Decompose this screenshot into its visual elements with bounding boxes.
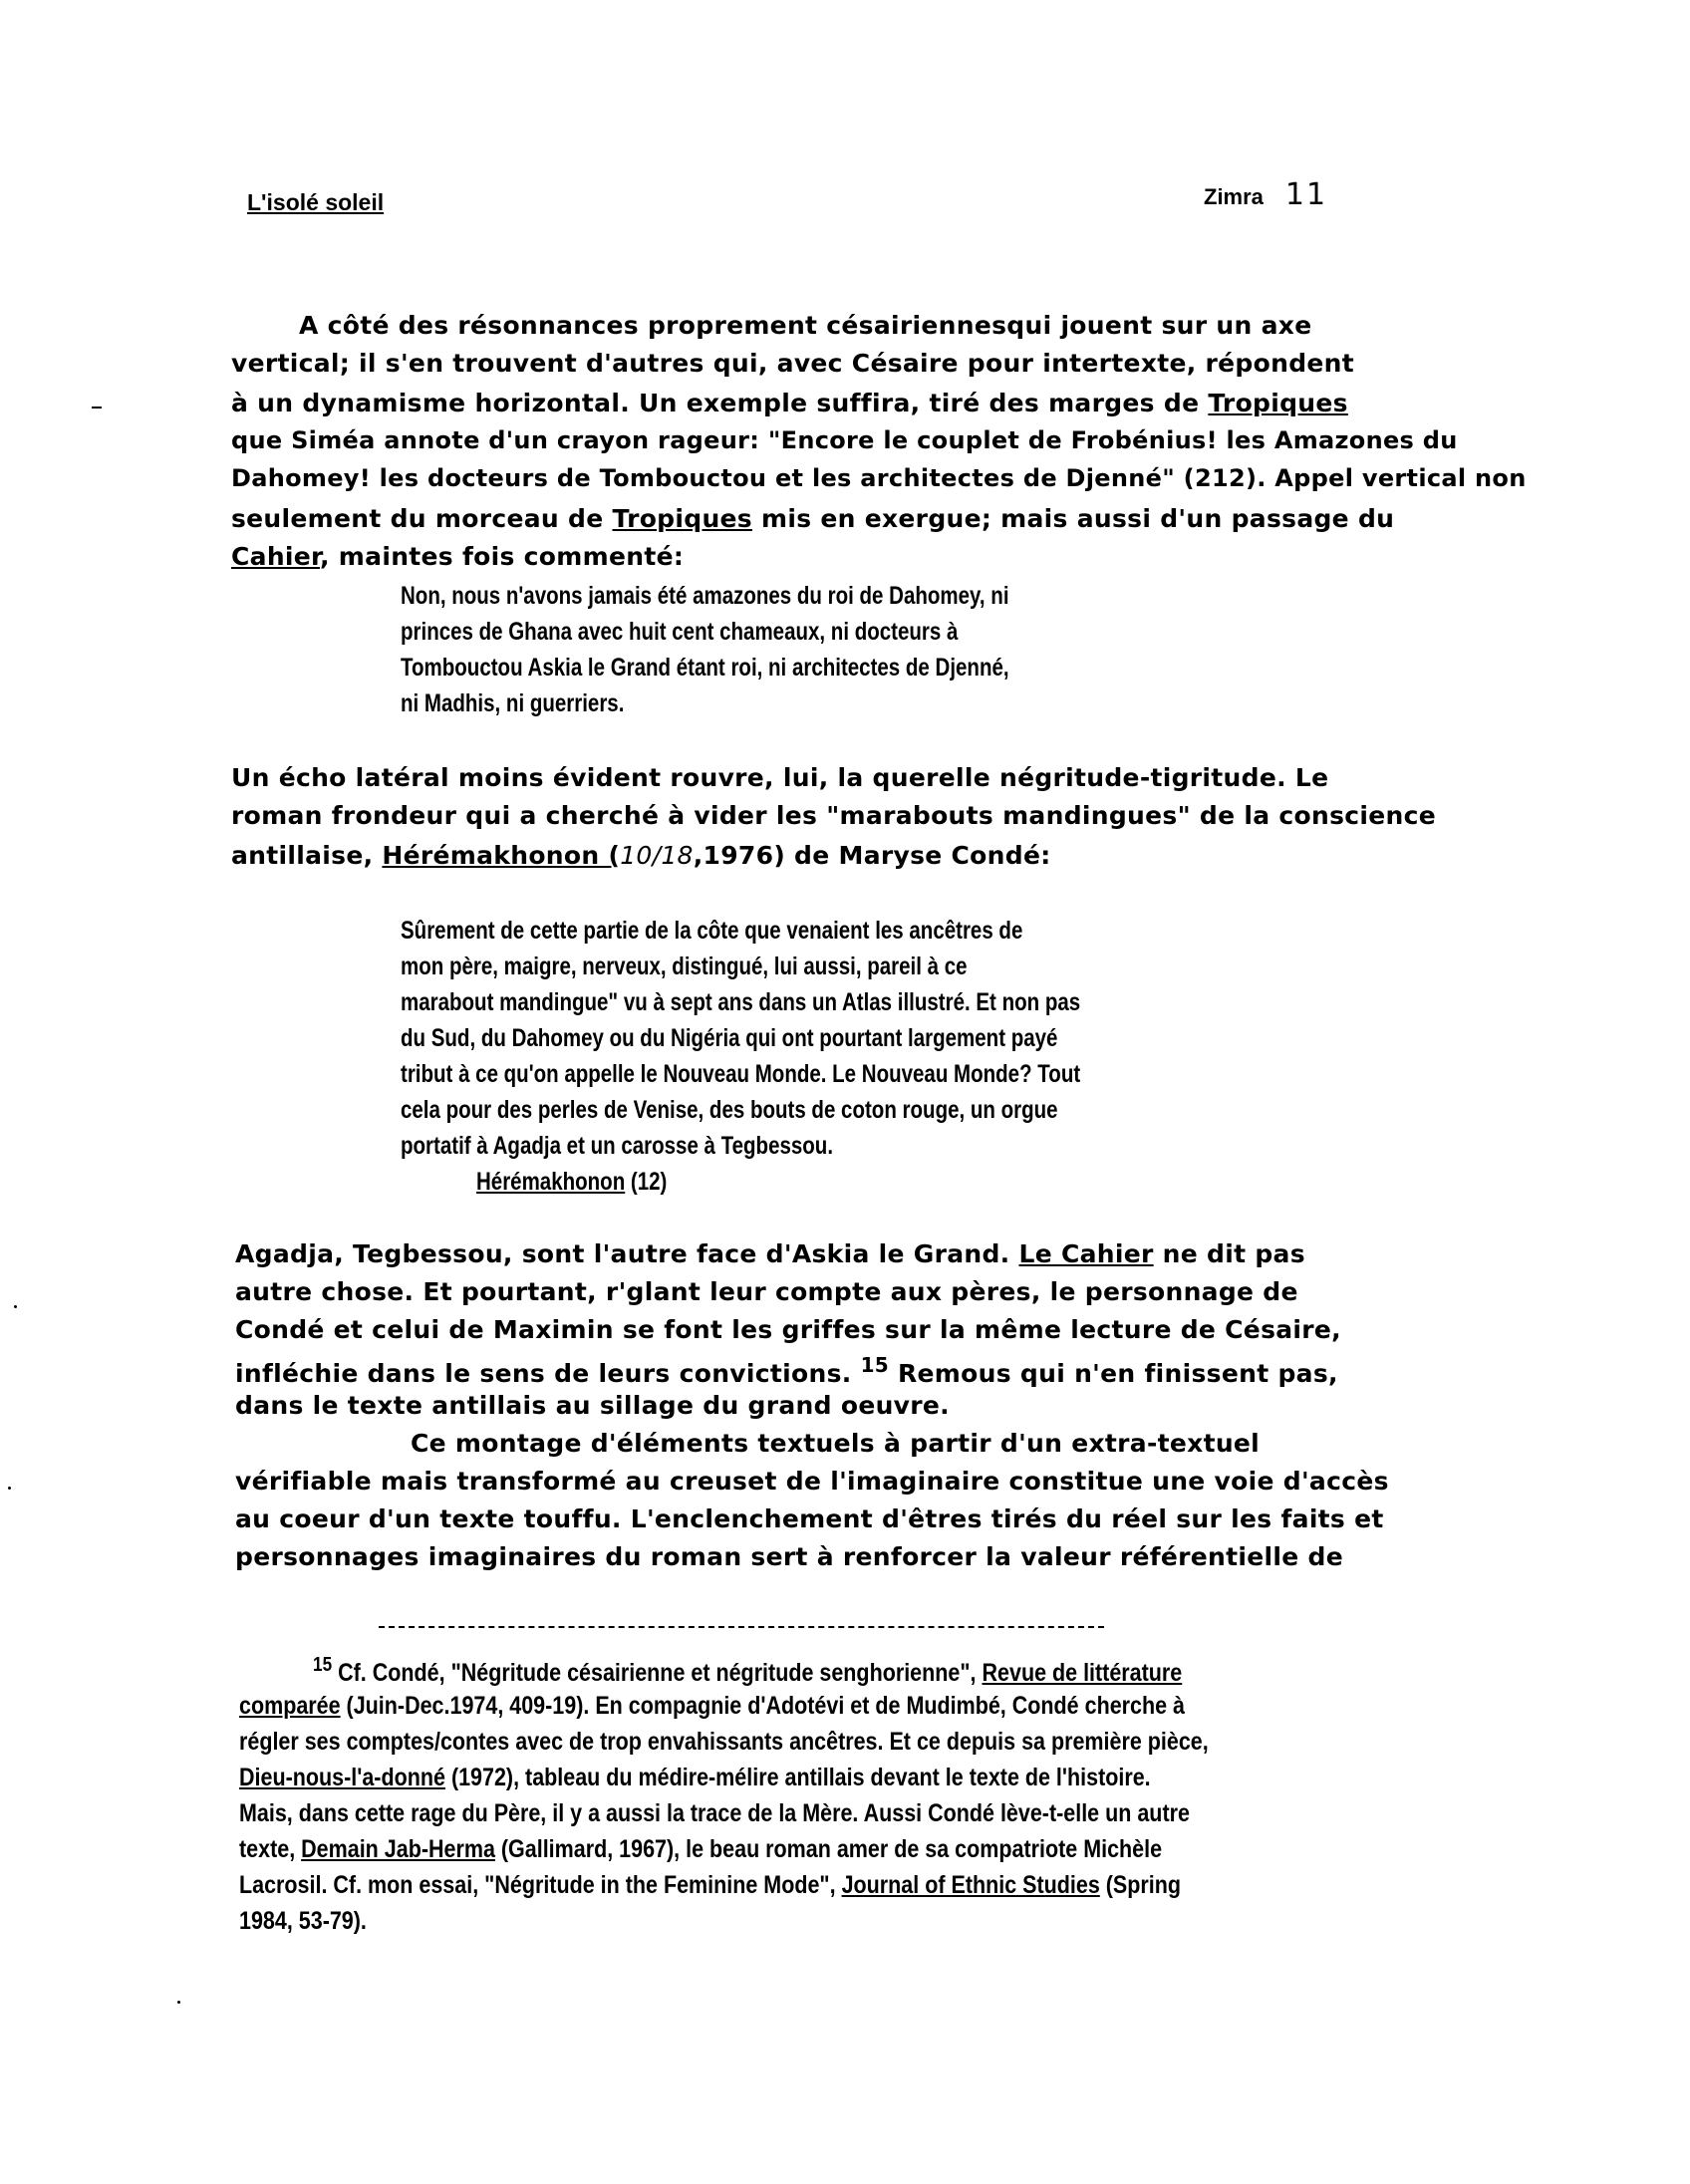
title-dieu: Dieu-nous-l'a-donné — [239, 1764, 445, 1791]
footnote-line: régler ses comptes/contes avec de trop envahissants ancêtres. Et ce depuis sa première pièce, — [239, 1728, 1209, 1756]
quote-line: marabout mandingue" vu à sept ans dans un Atlas illustré. Et non pas — [401, 988, 1081, 1016]
quote-line: portatif à Agadja et un carosse à Tegbessou. — [401, 1132, 834, 1160]
text-line: infléchie dans le sens de leurs convictions. $^{15}$ Remous qui n'en finissent pas, — [235, 1353, 1338, 1388]
footnote-line: Dieu-nous-l'a-donné (1972), tableau du médire-mélire antillais devant le texte de l'histoire. — [239, 1764, 1151, 1791]
text-line: Ce montage d'éléments textuels à partir d'un extra-textuel — [411, 1429, 1261, 1458]
text-line: roman frondeur qui a cherché à vider les "marabouts mandingues" de la conscience — [231, 801, 1437, 830]
edition-name: 10/18 — [620, 841, 694, 870]
title-le-cahier: Le Cahier — [1018, 1239, 1154, 1268]
title-revue-cont: comparée — [239, 1692, 341, 1720]
quote-line: Sûrement de cette partie de la côte que venaient les ancêtres de — [401, 917, 1023, 945]
running-title: L'isolé soleil — [247, 189, 385, 215]
text-line: personnages imaginaires du roman sert à renforcer la valeur référentielle de — [235, 1542, 1343, 1571]
text-line: seulement du morceau de Tropiques mis en exergue; mais aussi d'un passage du — [231, 504, 1395, 533]
text-line: vertical; il s'en trouvent d'autres qui, avec Césaire pour intertexte, répondent — [231, 349, 1355, 378]
text-line: vérifiable mais transformé au creuset de l'imaginaire constitue une voie d'accès — [235, 1467, 1389, 1496]
citation-page: (12) — [630, 1168, 668, 1196]
title-demain: Demain Jab-Herma — [301, 1835, 495, 1863]
text-line: dans le texte antillais au sillage du grand oeuvre. — [235, 1391, 950, 1420]
text-line: que Siméa annote d'un crayon rageur: "Encore le couplet de Frobénius! les Amazones du — [231, 426, 1458, 454]
text-line: Condé et celui de Maximin se font les griffes sur la même lecture de Césaire, — [235, 1315, 1341, 1344]
title-tropiques: Tropiques — [612, 504, 752, 533]
footnote-line: Mais, dans cette rage du Père, il y a aussi la trace de la Mère. Aussi Condé lève-t-elle un autre — [239, 1799, 1190, 1827]
scan-speck — [14, 1305, 17, 1308]
footnote-number: 15 — [313, 1654, 333, 1676]
scan-speck — [8, 1487, 11, 1490]
text-line: Agadja, Tegbessou, sont l'autre face d'Askia le Grand. Le Cahier ne dit pas — [235, 1239, 1305, 1268]
page-number: 11 — [1284, 177, 1328, 212]
title-revue: Revue de littérature — [982, 1659, 1183, 1687]
text-line: au coeur d'un texte touffu. L'enclenchement d'êtres tirés du réel sur les faits et — [235, 1504, 1384, 1533]
title-cahier: Cahier — [231, 542, 320, 571]
text-line: Dahomey! les docteurs de Tombouctou et les architectes de Djenné" (212). Appel vertical non — [231, 464, 1527, 492]
quote-citation — [476, 1168, 667, 1197]
footnote-separator — [379, 1626, 1104, 1628]
title-tropiques: Tropiques — [1208, 389, 1348, 417]
text-line: antillaise, Hérémakhonon (10/18,1976) de Maryse Condé: — [231, 841, 1051, 870]
title-heremakhonon: Hérémakhonon — [382, 841, 600, 870]
scan-speck — [177, 2001, 180, 2004]
title-journal: Journal of Ethnic Studies — [841, 1871, 1100, 1899]
quote-line: princes de Ghana avec huit cent chameaux, ni docteurs à — [401, 618, 959, 646]
text-line: Cahier, maintes fois commenté: — [231, 542, 685, 571]
citation-title: Hérémakhonon — [476, 1168, 626, 1196]
footnote-line: Lacrosil. Cf. mon essai, "Négritude in the Feminine Mode", Journal of Ethnic Studies (Spring — [239, 1871, 1182, 1899]
footnote-line: 1984, 53-79). — [239, 1907, 367, 1935]
text-line: à un dynamisme horizontal. Un exemple suffira, tiré des marges de Tropiques — [231, 389, 1348, 417]
author-name: Zimra — [1204, 184, 1264, 209]
quote-line: Non, nous n'avons jamais été amazones du roi de Dahomey, ni — [401, 582, 1009, 610]
footnote-marker: 15 — [860, 1353, 889, 1377]
quote-line: ni Madhis, ni guerriers. — [401, 689, 625, 717]
quote-line: du Sud, du Dahomey ou du Nigéria qui ont pourtant largement payé — [401, 1024, 1058, 1052]
quote-line: tribut à ce qu'on appelle le Nouveau Monde. Le Nouveau Monde? Tout — [401, 1060, 1081, 1088]
text-line: A côté des résonnances proprement césairiennesqui jouent sur un axe — [299, 311, 1312, 340]
footnote-line: texte, Demain Jab-Herma (Gallimard, 1967), le beau roman amer de sa compatriote Michèle — [239, 1835, 1163, 1863]
page-header-right — [1204, 177, 1327, 212]
scan-mark — [92, 407, 102, 409]
quote-line: cela pour des perles de Venise, des bouts de coton rouge, un orgue — [401, 1096, 1058, 1124]
footnote-line: $^{15}$ Cf. Condé, "Négritude césairienne et négritude senghorienne", Revue de littérature — [313, 1654, 1183, 1687]
text-line: autre chose. Et pourtant, r'glant leur compte aux pères, le personnage de — [235, 1277, 1298, 1306]
footnote-line: comparée (Juin-Dec.1974, 409-19). En compagnie d'Adotévi et de Mudimbé, Condé cherche à — [239, 1692, 1186, 1720]
quote-line: mon père, maigre, nerveux, distingué, lui aussi, pareil à ce — [401, 953, 968, 980]
quote-line: Tombouctou Askia le Grand étant roi, ni architectes de Djenné, — [401, 654, 1009, 682]
text-line: Un écho latéral moins évident rouvre, lui, la querelle négritude-tigritude. Le — [231, 763, 1329, 792]
